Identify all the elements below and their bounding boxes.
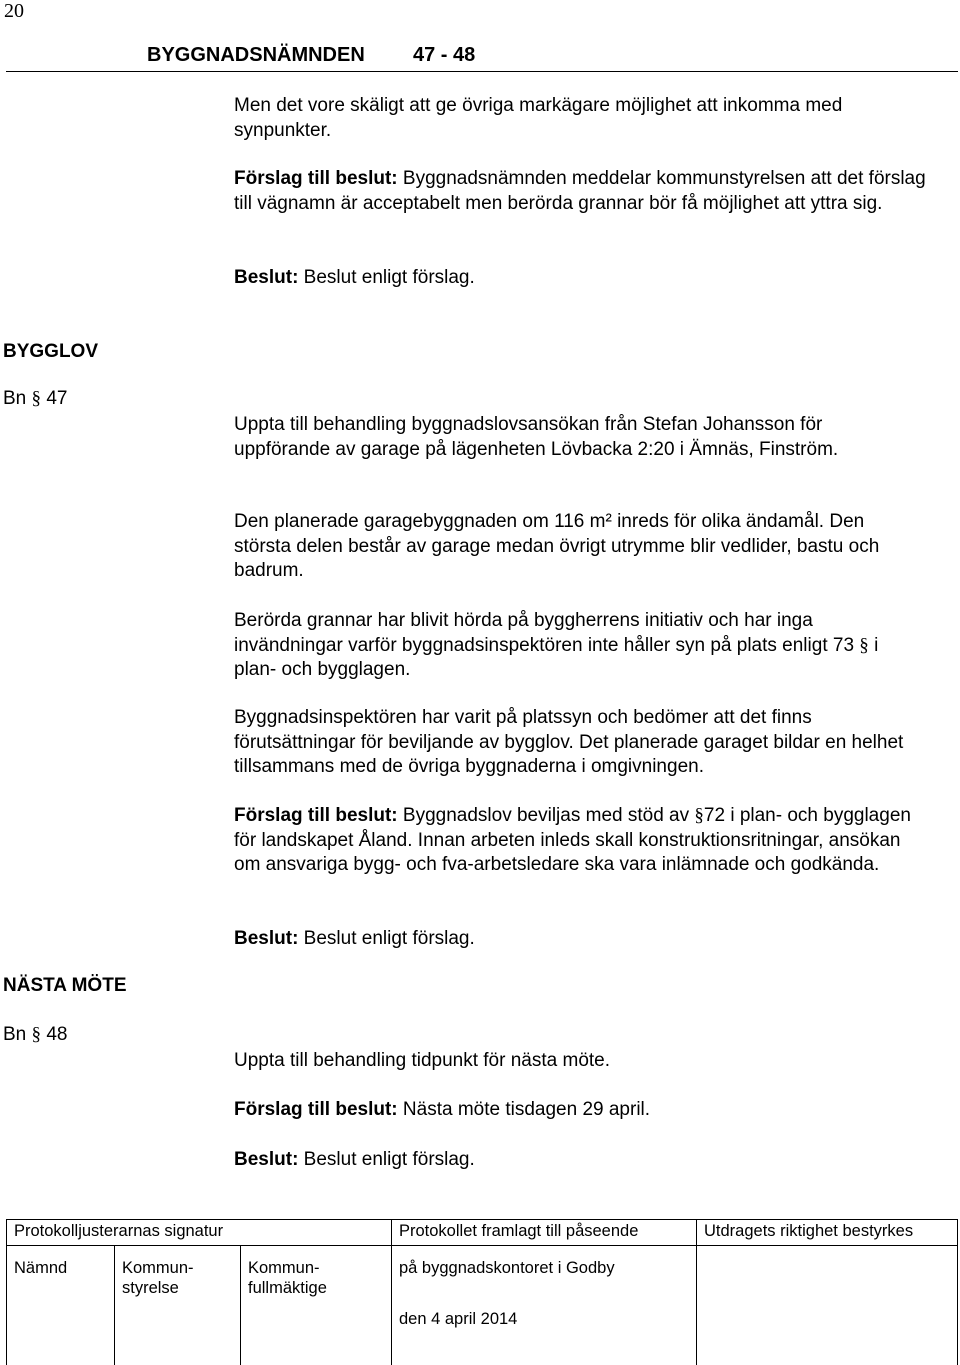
- section-symbol: §: [31, 388, 42, 409]
- bygglov-paragraph-2: Den planerade garagebyggnaden om 116 m² inreds för olika ändamål. Den största delen består av garage medan övrigt utrymme blir vedlider, bastu och badrum.: [234, 511, 880, 581]
- footer-kommunstyrelse-line1: Kommun-: [122, 1259, 194, 1277]
- intro-decision: [234, 266, 934, 291]
- section-symbol: §: [694, 805, 704, 826]
- section-symbol: §: [859, 634, 869, 656]
- section-symbol: §: [31, 1024, 42, 1045]
- bygglov-proposal: Förslag till beslut: Byggnadslov beviljas med stöd av §72 i plan- och bygglagen för landskapet Åland. Innan arbeten inleds skall konstruktionsritningar, ansökan om ansvariga bygg- och fva-arbetsledare ska vara inlämnade och godkända.: [234, 805, 911, 875]
- footer-namnd: Nämnd: [14, 1259, 68, 1277]
- bygglov-paragraph-3: Berörda grannar har blivit hörda på byggherrens initiativ och har inga invändningar varför byggnadsinspektören inte håller syn på plats enligt 73 § i plan- och bygglagen.: [234, 610, 879, 680]
- section-heading-bygglov: BYGGLOV: [3, 341, 99, 362]
- footer-col3-header: Utdragets riktighet bestyrkes: [704, 1222, 914, 1240]
- nasta-mote-proposal: Förslag till beslut: Nästa möte tisdagen 29 april.: [234, 1099, 651, 1120]
- page-number: 20: [4, 0, 24, 22]
- header-title: BYGGNADSNÄMNDEN: [147, 44, 365, 66]
- nasta-mote-paragraph: Uppta till behandling tidpunkt för nästa möte.: [234, 1050, 611, 1071]
- footer-col1-header: Protokolljusterarnas signatur: [14, 1222, 224, 1240]
- proposal-label: Förslag till beslut:: [234, 168, 398, 189]
- footer-kommunfullmaktige-line1: Kommun-: [248, 1259, 320, 1277]
- section-ref-bn47: Bn § 47: [3, 388, 68, 409]
- section-ref-bn48: Bn § 48: [3, 1024, 68, 1045]
- footer-col2-header: Protokollet framlagt till påseende: [399, 1222, 639, 1240]
- decision-text: Beslut enligt förslag.: [298, 267, 475, 288]
- bygglov-paragraph-4: Byggnadsinspektören har varit på platssyn och bedömer att det finns förutsättningar för beviljande av bygglov. Det planerade garaget bildar en helhet tillsammans med de övriga byggnaderna i omgivningen.: [234, 707, 904, 777]
- header-rule: [6, 71, 958, 72]
- decision-label: Beslut:: [234, 267, 299, 288]
- footer-kommunfullmaktige-line2: fullmäktige: [248, 1279, 327, 1297]
- bygglov-paragraph-1: Uppta till behandling byggnadslovsansökan från Stefan Johansson för uppförande av garage på lägenheten Lövbacka 2:20 i Ämnäs, Finström.: [234, 414, 839, 460]
- intro-proposal: [234, 167, 934, 216]
- section-heading-nasta-mote: NÄSTA MÖTE: [3, 975, 127, 996]
- header-range: 47 - 48: [413, 44, 476, 66]
- footer-place: på byggnadskontoret i Godby: [399, 1259, 615, 1277]
- nasta-mote-decision: Beslut: Beslut enligt förslag.: [234, 1149, 475, 1170]
- proposal-text: Byggnadsnämnden meddelar kommunstyrelsen att det förslag till vägnamn är acceptabelt men berörda grannar bör få möjlighet att yttra sig.: [234, 168, 926, 214]
- footer-date: den 4 april 2014: [399, 1310, 518, 1328]
- intro-paragraph: Men det vore skäligt att ge övriga markägare möjlighet att inkomma med synpunkter.: [234, 95, 843, 141]
- bygglov-decision: Beslut: Beslut enligt förslag.: [234, 928, 475, 949]
- footer-kommunstyrelse-line2: styrelse: [122, 1279, 179, 1297]
